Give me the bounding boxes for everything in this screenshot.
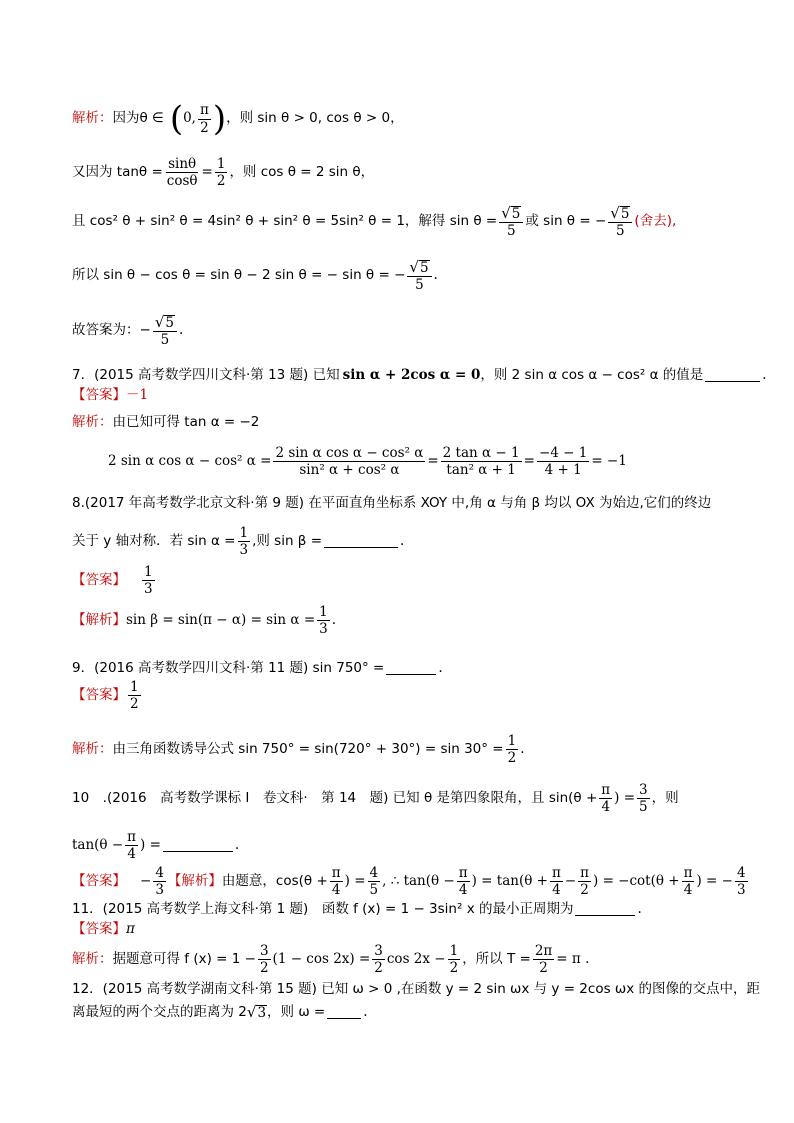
solution-line-1: 解析： 因为θ ∈ ( 0, $\frac{\pi}{2}$ ) ，则 sin θ > 0, cos θ > 0， bbox=[72, 99, 404, 139]
fraction: √ 5 5 bbox=[499, 206, 523, 238]
answer-9 bbox=[72, 680, 143, 711]
fraction: $\frac{4}{3}$ bbox=[736, 865, 746, 899]
question-10-line-2: tan(θ − $\frac{\pi}{4}$ ) = . bbox=[72, 829, 240, 863]
fraction: $\frac{2\pi}{2}$ bbox=[534, 943, 553, 977]
fraction: $\frac{\pi}{4}$ bbox=[601, 782, 611, 816]
fraction: $\frac{4}{3}$ bbox=[155, 865, 164, 899]
fraction: √ 5 5 bbox=[608, 206, 632, 238]
answer-blank bbox=[324, 535, 398, 548]
answer-blank bbox=[386, 662, 436, 675]
question-8-line-2: 关于 y 轴对称．若 sin α = $\frac{1}{3}$ ,则 sin β = . bbox=[72, 525, 405, 559]
fraction: $\frac{3}{2}$ bbox=[374, 943, 383, 977]
answer-blank bbox=[575, 903, 635, 916]
solution-8: 【解析】 sin β = sin(π − α) = sin α = $\frac{1}{3}$ . bbox=[72, 604, 337, 638]
answer-label: 【答案】 bbox=[72, 387, 126, 403]
analysis-label: 解析： bbox=[72, 110, 113, 127]
fraction: $\frac{\pi}{2}$ bbox=[580, 865, 590, 899]
fraction: $\frac{1}{2}$ bbox=[507, 733, 517, 767]
question-8-line-1: 8.(2017 年高考数学北京文科·第 9 题) 在平面直角坐标系 XOY 中,角 α 与角 β 均以 OX 为始边,它们的终边 bbox=[72, 495, 712, 511]
question-9: 9．(2016 高考数学四川文科·第 11 题) sin 750° = . bbox=[72, 660, 443, 676]
answer-8 bbox=[72, 565, 157, 596]
fraction: $\frac{1}{3}$ bbox=[144, 564, 153, 598]
answer-10: 【答案】 − $\frac{4}{3}$ 【解析】 由题意，cos(θ + $\frac{\pi}{4}$ ) = $\frac{4}{5}$ , ∴ tan(θ − $\frac{\pi}{4}$ ) = tan(θ + $\frac{\pi}{4}$ − $\frac{\pi}{2}$ ) = −cot(θ + $\frac{\pi}{4}$ ) = − $\frac{4}{3}$ bbox=[72, 865, 746, 899]
answer-blank bbox=[327, 1006, 361, 1019]
fraction: $\frac{\pi}{4}$ bbox=[331, 865, 341, 899]
solution-7-line-1: 解析： 由已知可得 tan α = −2 bbox=[72, 414, 260, 430]
answer-label: 【答案】 bbox=[72, 872, 126, 889]
fraction: $\frac{1}{3}$ bbox=[239, 525, 249, 559]
fraction: $\frac{\pi}{4}$ bbox=[127, 829, 137, 863]
answer-label: 【答案】 bbox=[72, 921, 126, 937]
answer-blank bbox=[705, 369, 760, 382]
fraction: $\frac{1}{3}$ bbox=[319, 604, 328, 638]
solution-7-line-2: 2 sin α cos α − cos² α = $\frac{\text{2 sin α cos α − cos² α}}{\text{sin² α + cos² α}}$ = $\frac{\text{2 tan α − 1}}{\text{tan² α + 1}}$ = $\frac{-4 - 1}{4 + 1}$ = −1 bbox=[108, 445, 627, 479]
solution-line-4: 所以 sin θ − cos θ = sin θ − 2 sin θ = − sin θ = − √ 5 5 . bbox=[72, 258, 438, 294]
answer-blank bbox=[163, 839, 233, 852]
fraction: $\frac{4}{5}$ bbox=[369, 865, 379, 899]
solution-11: 解析： 据题意可得 f (x) = 1 − $\frac{3}{2}$ (1 − cos 2x) = $\frac{3}{2}$ cos 2x − $\frac{1}{2}$ ，所以 T = $\frac{2\pi}{2}$ = π . bbox=[72, 943, 590, 977]
fraction: √ 5 5 bbox=[407, 260, 431, 292]
answer-7: 【答案】 －1 bbox=[72, 387, 149, 403]
fraction: $\frac{1}{2}$ bbox=[216, 156, 226, 190]
fraction: $\frac{1}{2}$ bbox=[449, 943, 459, 977]
question-12-line-2: 离最短的两个交点的距离为 2 √ 3 ，则 ω = . bbox=[72, 1003, 368, 1022]
solution-9: 解析： 由三角函数诱导公式 sin 750° = sin(720° + 30°) = sin 30° = $\frac{1}{2}$ . bbox=[72, 733, 525, 767]
question-11: 11．(2015 高考数学上海文科·第 1 题) 函数 f (x) = 1 − 3sin² x 的最小正周期为 . bbox=[72, 901, 642, 917]
question-12-line-1: 12．(2015 高考数学湖南文科·第 15 题) 已知 ω > 0 ,在函数 y = 2 sin ωx 与 y = 2cos ωx 的图像的交点中，距 bbox=[72, 981, 760, 997]
question-7: 7．(2015 高考数学四川文科·第 13 题) 已知 sin α + 2cos α = 0 ，则 2 sin α cos α − cos² α 的值是 . bbox=[72, 367, 767, 383]
fraction: $\frac{\pi}{4}$ bbox=[551, 865, 561, 899]
fraction: $\frac{\text{2 tan α − 1}}{\text{tan² α + 1}}$ bbox=[442, 445, 520, 479]
solution-line-3: 且 cos² θ + sin² θ = 4sin² θ + sin² θ = 5sin² θ = 1，解得 sin θ = √ 5 5 或 sin θ = − √ 5 5 (舍去), bbox=[72, 204, 677, 240]
fraction: $\frac{3}{5}$ bbox=[639, 782, 648, 816]
fraction: $\frac{\sin\theta}{\cos\theta}$ bbox=[166, 156, 198, 190]
fraction: $\frac{\pi}{4}$ bbox=[458, 865, 468, 899]
question-10-line-1: 10 .(2016 高考数学课标 I 卷文科· 第 14 题) 已知 θ 是第四象限角，且 sin(θ + $\frac{\pi}{4}$ ) = $\frac{3}{5}$ ，则 bbox=[72, 782, 679, 816]
fraction: √ 5 5 bbox=[153, 315, 177, 347]
answer-11: 【答案】 π bbox=[72, 921, 135, 937]
fraction: $\frac{\pi}{2}$ bbox=[199, 102, 209, 136]
solution-line-2: 又因为 tanθ = $\frac{\sin\theta}{\cos\theta}$ = $\frac{1}{2}$ ，则 cos θ = 2 sin θ， bbox=[72, 156, 375, 190]
fraction: $\frac{3}{2}$ bbox=[259, 943, 269, 977]
answer-label: 【答案】 bbox=[72, 571, 126, 588]
answer-label: 【答案】 bbox=[72, 686, 126, 703]
fraction: $\frac{1}{2}$ bbox=[130, 679, 139, 713]
fraction: $\frac{\text{2 sin α cos α − cos² α}}{\text{sin² α + cos² α}}$ bbox=[275, 445, 424, 479]
fraction: $\frac{\pi}{4}$ bbox=[683, 865, 693, 899]
fraction: $\frac{-4 - 1}{4 + 1}$ bbox=[538, 445, 588, 479]
answer-line: 故答案为：− √ 5 5 . bbox=[72, 313, 184, 349]
